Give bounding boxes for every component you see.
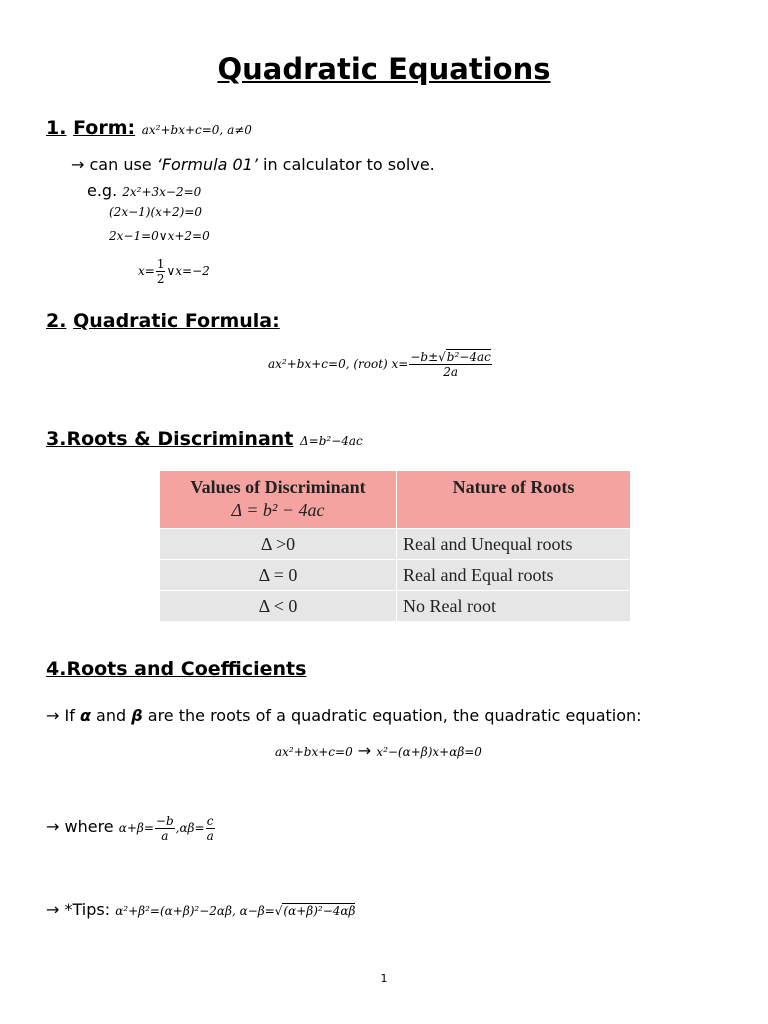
header-values-label: Values of Discriminant bbox=[190, 477, 366, 497]
formula-denominator: 2a bbox=[443, 365, 458, 379]
table-cell-nature: Real and Unequal roots bbox=[397, 529, 631, 560]
section-label: Form: bbox=[73, 117, 136, 139]
note-formula-ref: ‘Formula 01’ bbox=[156, 155, 258, 174]
table-header-values bbox=[160, 471, 397, 529]
fraction-denominator: 2 bbox=[156, 272, 165, 286]
fraction-numerator: −b bbox=[155, 814, 174, 828]
example-line-2: (2x−1)(x+2)=0 bbox=[109, 205, 202, 219]
section-label: Quadratic Formula: bbox=[73, 310, 280, 332]
example-label: e.g. bbox=[87, 181, 118, 200]
intro-text: → If bbox=[46, 706, 80, 725]
roots-intro bbox=[46, 706, 642, 725]
fraction-sum bbox=[155, 814, 175, 843]
arrow-symbol: → bbox=[357, 741, 372, 760]
example-other-root: ∨x=−2 bbox=[166, 264, 210, 278]
page-number: 1 bbox=[380, 972, 388, 985]
section-number: 1. bbox=[46, 117, 67, 139]
fraction-product bbox=[206, 814, 215, 843]
header-values-subtitle: Δ = b² − 4ac bbox=[231, 500, 325, 520]
note-text-end: in calculator to solve. bbox=[257, 155, 435, 174]
formula-lhs: ax²+bx+c=0, (root) x= bbox=[268, 357, 409, 371]
section-number: 2. bbox=[46, 310, 67, 332]
note-text: → can use bbox=[71, 155, 157, 174]
product-of-roots: ,αβ= bbox=[175, 821, 205, 835]
intro-text: are the roots of a quadratic equation, the quadratic equation: bbox=[142, 706, 642, 725]
fraction-numerator: c bbox=[206, 814, 214, 828]
section-label: 3.Roots & Discriminant bbox=[46, 428, 294, 450]
formula-fraction: $\frac{\text{−b±√b²−4ac}}{2a}$ bbox=[410, 350, 491, 379]
section-roots-coefficients-heading bbox=[46, 658, 306, 680]
equation-rhs: x²−(α+β)x+αβ=0 bbox=[376, 745, 482, 759]
alpha-symbol: α bbox=[79, 706, 91, 725]
example-equation: 2x²+3x−2=0 bbox=[122, 185, 202, 199]
fraction-half bbox=[156, 257, 166, 286]
section-form-heading bbox=[46, 117, 252, 139]
table-cell-value: Δ < 0 bbox=[160, 591, 397, 622]
table-header-row bbox=[160, 471, 631, 529]
table-row bbox=[160, 560, 631, 591]
tips-line bbox=[46, 900, 355, 919]
section-quadratic-formula-heading bbox=[46, 310, 280, 332]
table-cell-nature: No Real root bbox=[397, 591, 631, 622]
table-row bbox=[160, 591, 631, 622]
where-formulas bbox=[118, 814, 216, 843]
section-label: 4.Roots and Coefficients bbox=[46, 658, 307, 680]
fraction-denominator: a bbox=[161, 829, 169, 843]
discriminant-formula: Δ=b²−4ac bbox=[300, 434, 363, 448]
table-cell-nature: Real and Equal roots bbox=[397, 560, 631, 591]
example-line-4 bbox=[138, 257, 210, 286]
fraction-denominator: a bbox=[206, 829, 214, 843]
formula-radicand: b²−4ac bbox=[446, 350, 491, 364]
table-header-nature: Nature of Roots bbox=[397, 471, 631, 529]
intro-text: and bbox=[90, 706, 132, 725]
quadratic-formula bbox=[268, 350, 493, 379]
section-discriminant-heading bbox=[46, 428, 363, 450]
table-cell-value: Δ >0 bbox=[160, 529, 397, 560]
table-cell-value: Δ = 0 bbox=[160, 560, 397, 591]
discriminant-table bbox=[159, 470, 631, 622]
formula-numerator-prefix: −b± bbox=[410, 350, 439, 364]
fraction-numerator: 1 bbox=[156, 257, 165, 271]
table-row bbox=[160, 529, 631, 560]
sum-of-roots: α+β= bbox=[118, 821, 154, 835]
beta-symbol: β bbox=[131, 706, 143, 725]
where-label: → where bbox=[46, 817, 114, 836]
example-x: x= bbox=[138, 264, 155, 278]
example-line-1 bbox=[87, 181, 201, 200]
roots-equation bbox=[275, 741, 482, 760]
tips-formulas: α²+β²=(α+β)²−2αβ, α−β=√(α+β)²−4αβ bbox=[115, 904, 356, 918]
page-title: Quadratic Equations bbox=[217, 52, 551, 86]
tips-label: → *Tips: bbox=[46, 900, 111, 919]
where-line bbox=[46, 814, 216, 843]
tips-radicand: (α+β)²−4αβ bbox=[283, 904, 356, 918]
example-line-3: 2x−1=0∨x+2=0 bbox=[109, 229, 210, 243]
equation-lhs: ax²+bx+c=0 bbox=[275, 745, 353, 759]
general-form: ax²+bx+c=0, a≠0 bbox=[141, 123, 252, 137]
calculator-note bbox=[71, 155, 435, 174]
tips-identity: α²+β²=(α+β)²−2αβ, α−β= bbox=[115, 904, 275, 918]
